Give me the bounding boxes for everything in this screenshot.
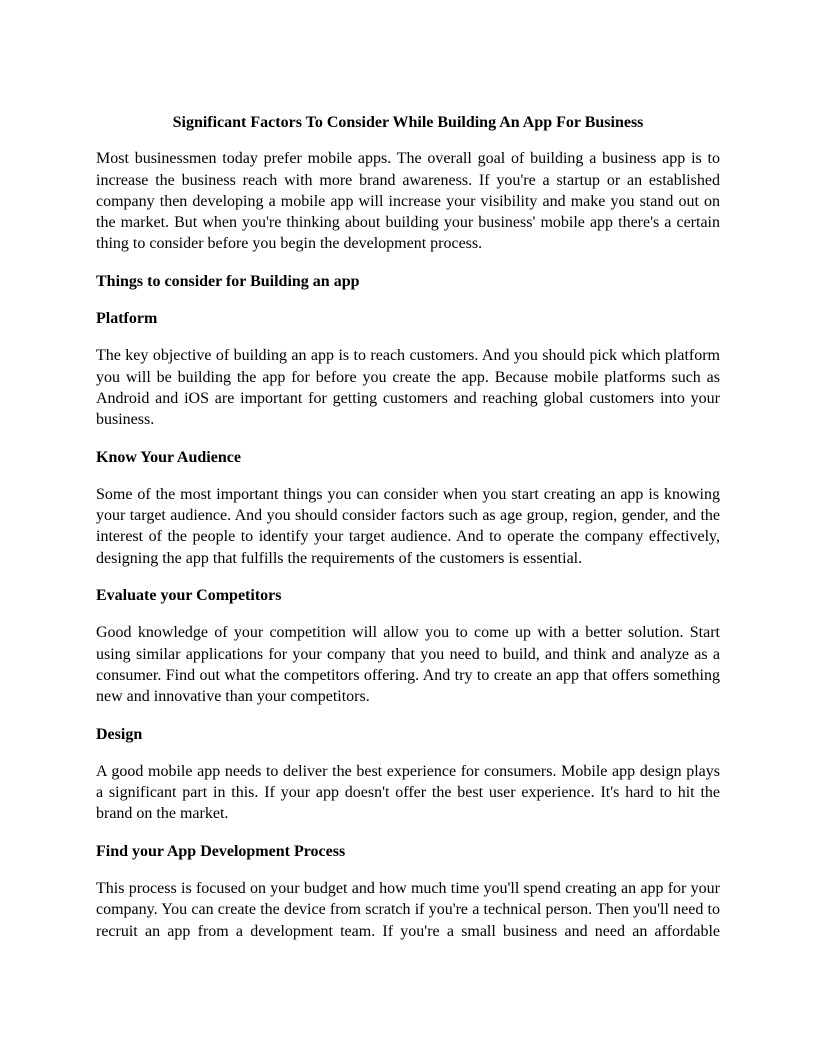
section-body-platform: The key objective of building an app is to reach customers. And you should pick which platform you will be building the app for before you create the app. Because mobile platforms such as Android and iOS are important for getting customers and reaching global customers into your business. (96, 347, 720, 429)
document-page (96, 112, 720, 958)
intro-paragraph: Most businessmen today prefer mobile apps. The overall goal of building a business app is to increase the business reach with more brand awareness. If you're a startup or an established company then developing a mobile app will increase your visibility and make you stand out on the market. But when you're thinking about building your business' mobile app there's a certain thing to consider before you begin the development process. (96, 150, 720, 253)
section-body-process: This process is focused on your budget and how much time you'll spend creating an app for your company. You can create the device from scratch if you're a technical person. Then you'll need to recruit an app from a development team. If you're a small business and need an affordable (96, 880, 720, 940)
section-heading-audience: Know Your Audience (96, 448, 241, 466)
section-heading-platform: Platform (96, 310, 158, 328)
section-heading-competitors: Evaluate your Competitors (96, 587, 282, 605)
section-heading-process: Find your App Development Process (96, 842, 346, 860)
section-body-design: A good mobile app needs to deliver the best experience for consumers. Mobile app design plays a significant part in this. If your app doesn't offer the best user experience. It's hard to hit the brand on the market. (96, 762, 720, 823)
section-body-audience: Some of the most important things you can consider when you start creating an app is knowing your target audience. And you should consider factors such as age group, region, gender, and the interest of the people to identify your target audience. And to operate the company effectively, designing the app that fulfills the requirements of the customers is essential. (96, 485, 720, 567)
section-heading-design: Design (96, 725, 143, 743)
document-title: Significant Factors To Consider While Building An App For Business (172, 114, 644, 131)
subtitle-heading: Things to consider for Building an app (96, 272, 360, 290)
section-body-competitors: Good knowledge of your competition will allow you to come up with a better solution. Start using similar applications for your company that you need to build, and think and analyze as a consumer. Find out what the competitors offering. And try to create an app that offers something new and innovative than your competitors. (96, 624, 720, 706)
